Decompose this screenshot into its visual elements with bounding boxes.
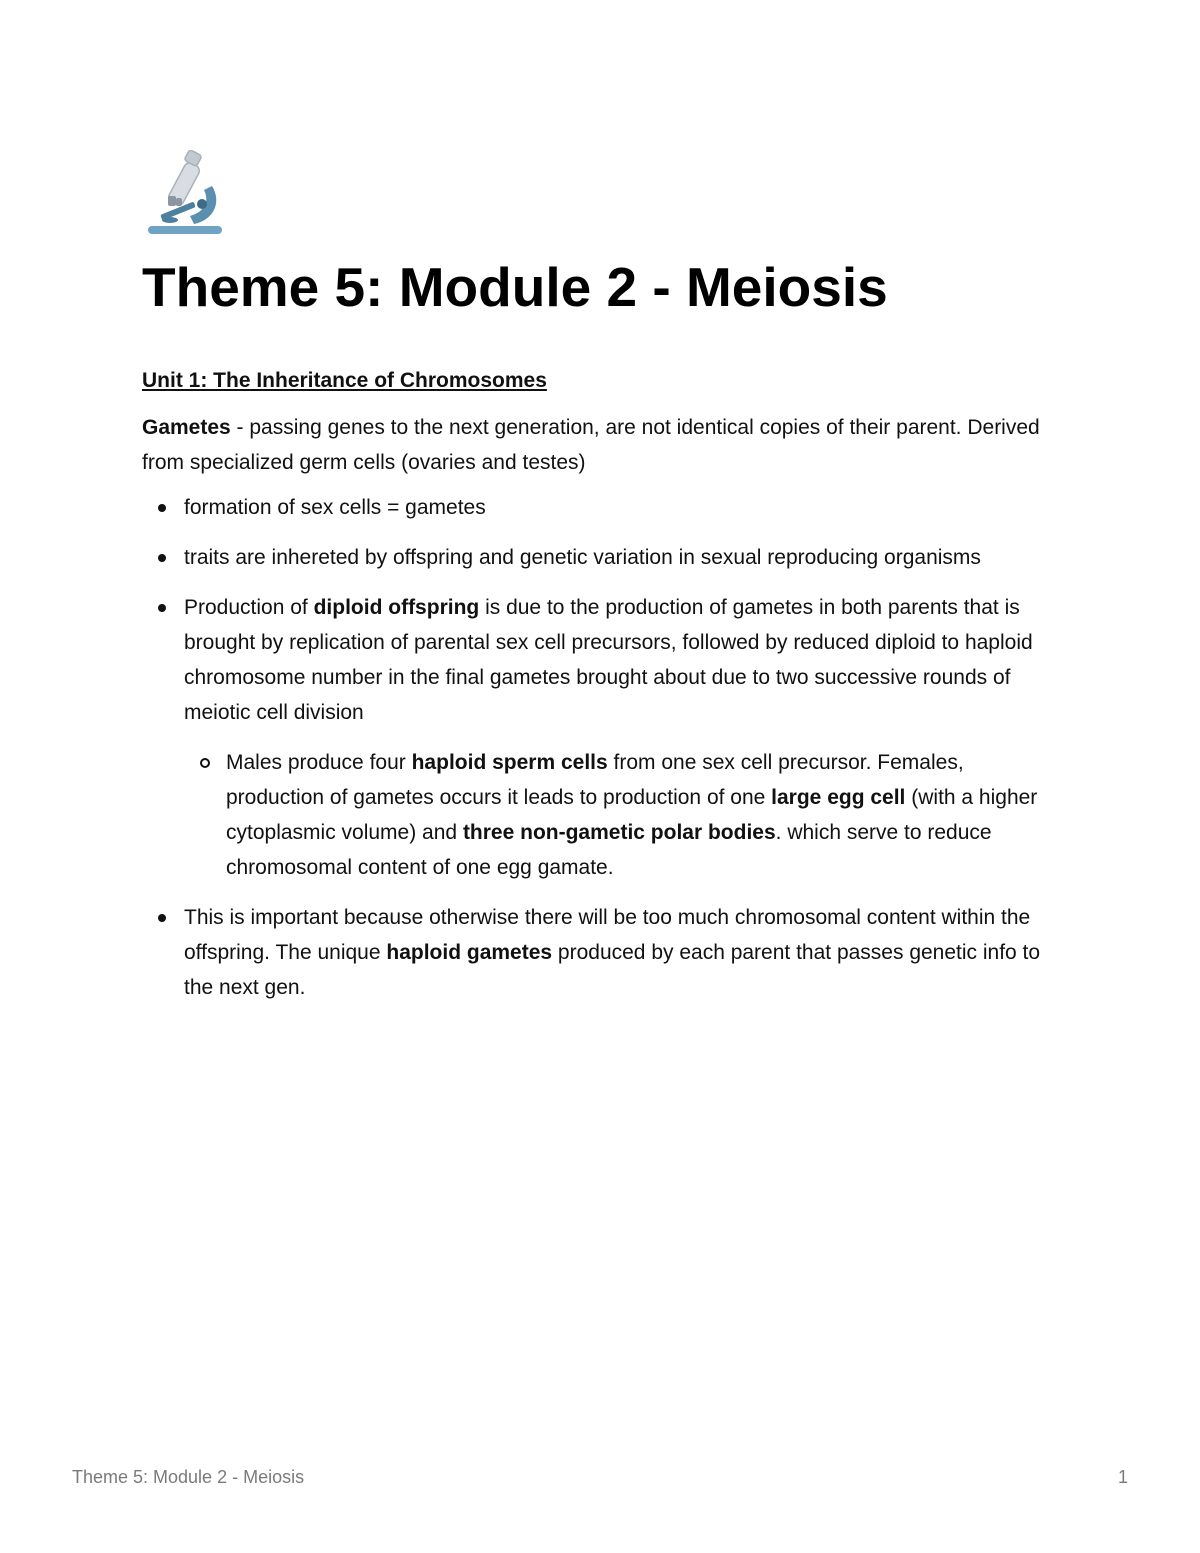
bullet-text: formation of sex cells = gametes (184, 496, 486, 519)
term-gametes: Gametes (142, 416, 231, 439)
bold-term: haploid gametes (386, 941, 553, 964)
bullet-list (142, 490, 1062, 1005)
intro-text: - passing genes to the next generation, are not identical copies of their parent. Derived from specialized germ cells (ovaries and testes) (142, 416, 1040, 474)
list-item (184, 490, 1062, 525)
bold-term: three non-gametic polar bodies (462, 821, 776, 844)
sub-bullet-text: (with a higher cytoplasmic volume) and (226, 786, 1038, 844)
list-item (184, 590, 1062, 885)
bullet-text: Production of (184, 596, 314, 619)
sub-bullet-list (184, 745, 1062, 885)
bullet-text: is due to the production of gametes in both parents that is brought by replication of parental sex cell precursors, followed by reduced diploid to haploid chromosome number in the final gametes brought about due to two successive rounds of meiotic cell division (184, 596, 1033, 724)
document-body (142, 365, 1062, 1020)
footer-title: Theme 5: Module 2 - Meiosis (72, 1467, 305, 1487)
bold-term: large egg cell (771, 786, 906, 809)
bullet-text: This is important because otherwise there will be too much chromosomal content within the offspring. The unique (184, 906, 1031, 964)
microscope-icon (142, 150, 226, 238)
unit-heading: Unit 1: The Inheritance of Chromosomes (142, 369, 547, 392)
list-item (184, 900, 1062, 1005)
bold-term: diploid offspring (313, 596, 480, 619)
sub-bullet-text: Males produce four (226, 751, 412, 774)
sub-bullet-text: . which serve to reduce chromosomal content of one egg gamate. (226, 821, 992, 879)
sub-list-item (226, 745, 1062, 885)
bold-term: haploid sperm cells (411, 751, 608, 774)
page-number: 1 (1117, 1467, 1128, 1487)
sub-bullet-text: from one sex cell precursor. Females, production of gametes occurs it leads to production of one (226, 751, 964, 809)
bullet-text: traits are inhereted by offspring and genetic variation in sexual reproducing organisms (184, 546, 981, 569)
bullet-text: produced by each parent that passes genetic info to the next gen. (184, 941, 1041, 999)
page-title: Theme 5: Module 2 - Meiosis (142, 256, 888, 318)
list-item (184, 540, 1062, 575)
intro-paragraph (142, 410, 1062, 480)
